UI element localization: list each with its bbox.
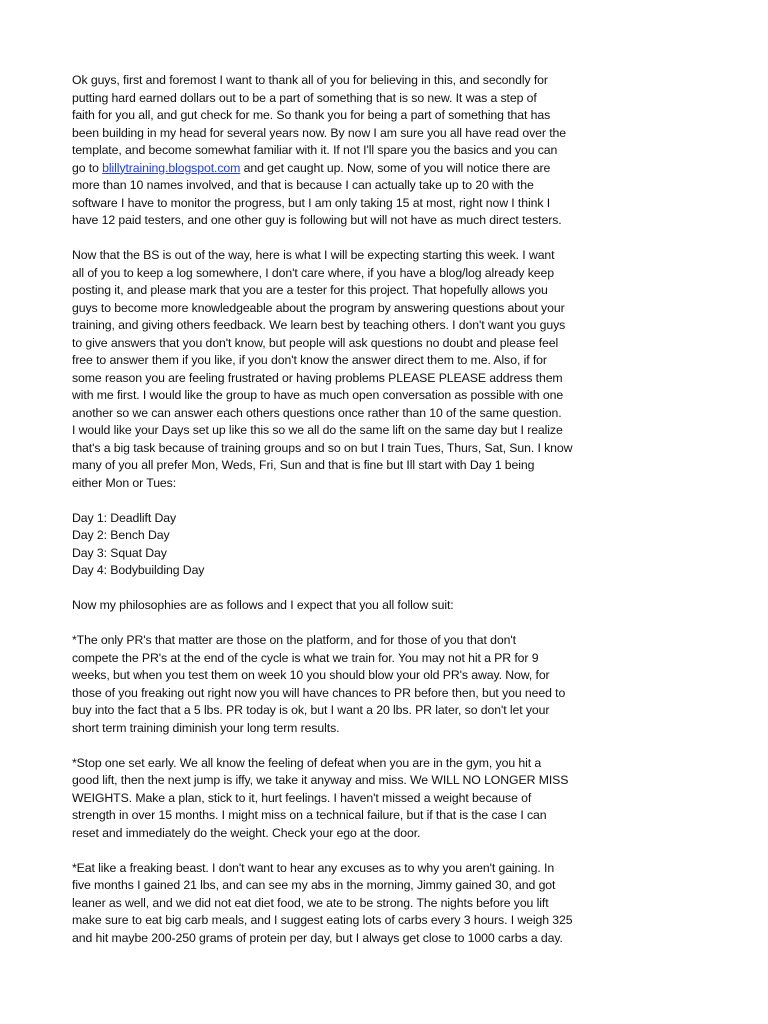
- text-line: Now that the BS is out of the way, here is what I will be expecting starting this week. I want: [72, 248, 555, 262]
- text-line: make sure to eat big carb meals, and I suggest eating lots of carbs every 3 hours. I weigh 325: [72, 913, 573, 927]
- text-line: weeks, but when you test them on week 10 you should blow your old PR's away. Now, for: [72, 668, 550, 682]
- text-line: guys to become more knowledgeable about the program by answering questions about your: [72, 300, 565, 315]
- text-line: to give answers that you don't know, but people will ask questions no doubt and please feel: [72, 335, 559, 350]
- document-page: [72, 72, 700, 965]
- day-item: Day 4: Bodybuilding Day: [72, 563, 205, 577]
- link-suffix: and get caught up. Now, some of you will notice there are: [240, 160, 551, 175]
- text-line: been building in my head for several years now. By now I am sure you all have read over the: [72, 125, 566, 140]
- text-line: I would like your Days set up like this so we all do the same lift on the same day but I realize: [72, 423, 563, 437]
- expectations-paragraph: [72, 247, 700, 492]
- text-line: faith for you all, and gut check for me. So thank you for being a part of something that has: [72, 108, 551, 122]
- text-line: Ok guys, first and foremost I want to thank all of you for believing in this, and secondly for: [72, 73, 548, 87]
- text-line: either Mon or Tues:: [72, 475, 177, 490]
- text-line: another so we can answer each others questions once rather than 10 of the same question.: [72, 405, 562, 420]
- text-line: that's a big task because of training groups and so on but I train Tues, Thurs, Sat, Sun. I know: [72, 440, 573, 455]
- text-line: some reason you are feeling frustrated or having problems PLEASE PLEASE address them: [72, 370, 563, 385]
- text-line: *Eat like a freaking beast. I don't want to hear any excuses as to why you aren't gaining. In: [72, 860, 555, 875]
- text-line: putting hard earned dollars out to be a part of something that is so new. It was a step of: [72, 90, 537, 105]
- text-line: compete the PR's at the end of the cycle is what we train for. You may not hit a PR for 9: [72, 650, 539, 665]
- stop-early-paragraph: [72, 755, 700, 843]
- text-line: reset and immediately do the weight. Check your ego at the door.: [72, 825, 421, 840]
- text-line: software I have to monitor the progress, but I am only taking 15 at most, right now I think I: [72, 195, 551, 210]
- blog-link[interactable]: blillytraining.blogspot.com: [102, 160, 241, 175]
- text-line: five months I gained 21 lbs, and can see my abs in the morning, Jimmy gained 30, and got: [72, 878, 556, 892]
- day-item: Day 3: Squat Day: [72, 545, 167, 560]
- training-days-list: [72, 510, 700, 580]
- text-line: many of you all prefer Mon, Weds, Fri, Sun and that is fine but Ill start with Day 1 being: [72, 458, 535, 472]
- text-line: with me first. I would like the group to have as much open conversation as possible with one: [72, 388, 564, 402]
- link-prefix: go to: [72, 160, 103, 175]
- text-line: strength in over 15 months. I might miss on a technical failure, but if that is the case I can: [72, 808, 547, 822]
- text-line: buy into the fact that a 5 lbs. PR today is ok, but I want a 20 lbs. PR later, so don't let your: [72, 703, 550, 717]
- text-line: posting it, and please mark that you are a tester for this project. That hopefully allows you: [72, 283, 548, 297]
- text-line: more than 10 names involved, and that is because I can actually take up to 20 with the: [72, 178, 534, 192]
- text-line: free to answer them if you like, if you don't know the answer direct them to me. Also, if for: [72, 353, 547, 367]
- text-line: *The only PR's that matter are those on the platform, and for those of you that don't: [72, 633, 516, 647]
- text-line: training, and giving others feedback. We learn best by teaching others. I don't want you guys: [72, 318, 566, 332]
- text-line: leaner as well, and we did not eat diet food, we ate to be strong. The nights before you lift: [72, 895, 549, 910]
- text-line: Now my philosophies are as follows and I expect that you all follow suit:: [72, 598, 454, 612]
- text-line: those of you freaking out right now you will have chances to PR before then, but you need to: [72, 685, 566, 700]
- text-line: good lift, then the next jump is iffy, we take it anyway and miss. We WILL NO LONGER MISS: [72, 773, 569, 787]
- text-line: and hit maybe 200-250 grams of protein per day, but I always get close to 1000 carbs a day.: [72, 930, 563, 945]
- eat-paragraph: [72, 860, 700, 948]
- text-line: all of you to keep a log somewhere, I don't care where, if you have a blog/log already keep: [72, 265, 555, 280]
- pr-philosophy-paragraph: [72, 632, 700, 737]
- day-item: Day 2: Bench Day: [72, 528, 170, 542]
- philosophies-intro-paragraph: [72, 597, 700, 615]
- text-line: template, and become somewhat familiar with it. If not I'll spare you the basics and you can: [72, 143, 558, 157]
- text-line: have 12 paid testers, and one other guy is following but will not have as much direct testers.: [72, 213, 562, 227]
- intro-paragraph: [72, 72, 700, 230]
- text-line: *Stop one set early. We all know the feeling of defeat when you are in the gym, you hit a: [72, 755, 542, 770]
- day-item: Day 1: Deadlift Day: [72, 510, 177, 525]
- text-line: WEIGHTS. Make a plan, stick to it, hurt feelings. I haven't missed a weight because of: [72, 790, 532, 805]
- text-line-with-link: [72, 160, 700, 178]
- text-line: short term training diminish your long term results.: [72, 720, 340, 735]
